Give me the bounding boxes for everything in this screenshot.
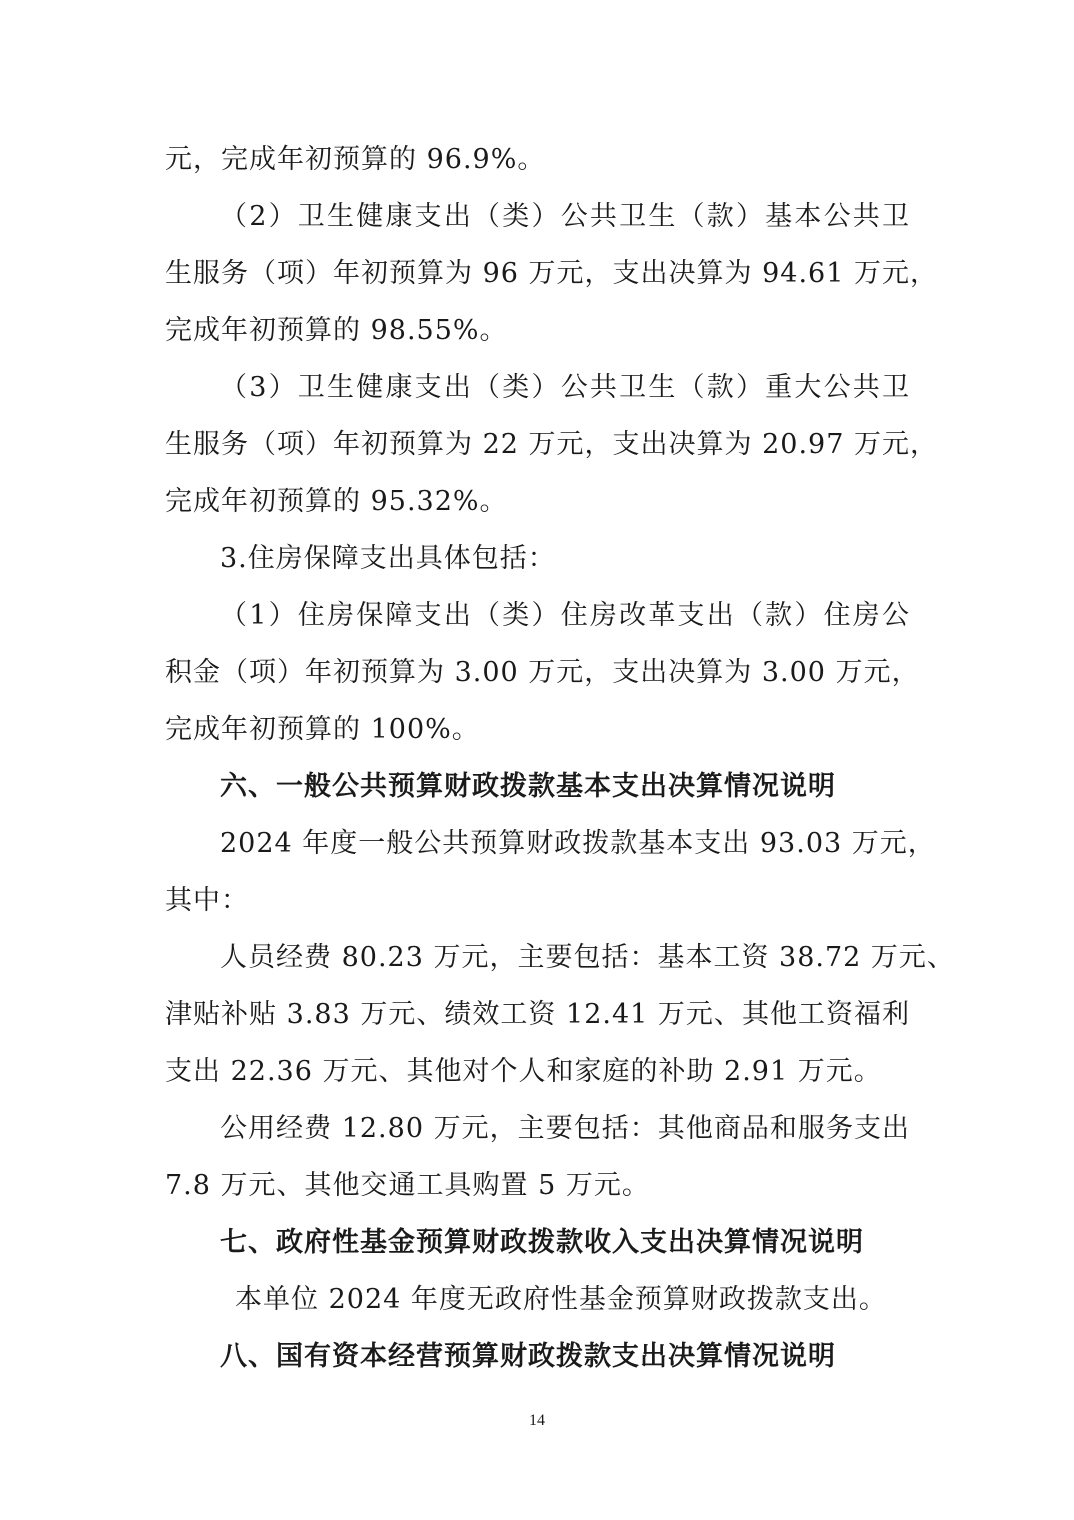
paragraph-line: 7.8 万元、其他交通工具购置 5 万元。 xyxy=(165,1170,650,1201)
paragraph-line: 完成年初预算的 100%。 xyxy=(165,714,480,745)
paragraph-line: 本单位 2024 年度无政府性基金预算财政拨款支出。 xyxy=(235,1284,887,1315)
paragraph-line: 津贴补贴 3.83 万元、绩效工资 12.41 万元、其他工资福利 xyxy=(165,999,910,1030)
paragraph-line: 2024 年度一般公共预算财政拨款基本支出 93.03 万元， xyxy=(220,828,936,859)
paragraph-line: 积金（项）年初预算为 3.00 万元，支出决算为 3.00 万元， xyxy=(165,657,920,688)
section-heading: 八、国有资本经营预算财政拨款支出决算情况说明 xyxy=(220,1341,836,1372)
paragraph-line: 生服务（项）年初预算为 22 万元，支出决算为 20.97 万元， xyxy=(165,429,938,460)
section-heading: 七、政府性基金预算财政拨款收入支出决算情况说明 xyxy=(220,1227,864,1258)
paragraph-line: 人员经费 80.23 万元，主要包括：基本工资 38.72 万元、 xyxy=(220,942,955,973)
paragraph-line: 元，完成年初预算的 96.9%。 xyxy=(165,144,546,175)
paragraph-line: 完成年初预算的 95.32%。 xyxy=(165,486,508,517)
paragraph-line: （1）住房保障支出（类）住房改革支出（款）住房公 xyxy=(220,600,910,631)
paragraph-line: 完成年初预算的 98.55%。 xyxy=(165,315,508,346)
page-number: 14 xyxy=(529,1412,545,1429)
paragraph-line: （3）卫生健康支出（类）公共卫生（款）重大公共卫 xyxy=(220,372,910,403)
paragraph-line: 公用经费 12.80 万元，主要包括：其他商品和服务支出 xyxy=(220,1113,910,1144)
paragraph-line: 3.住房保障支出具体包括： xyxy=(220,543,556,574)
paragraph-line: 生服务（项）年初预算为 96 万元，支出决算为 94.61 万元， xyxy=(165,258,938,289)
section-heading: 六、一般公共预算财政拨款基本支出决算情况说明 xyxy=(220,771,836,802)
paragraph-line: （2）卫生健康支出（类）公共卫生（款）基本公共卫 xyxy=(220,201,910,232)
paragraph-line: 支出 22.36 万元、其他对个人和家庭的补助 2.91 万元。 xyxy=(165,1056,882,1087)
paragraph-line: 其中： xyxy=(165,885,249,916)
